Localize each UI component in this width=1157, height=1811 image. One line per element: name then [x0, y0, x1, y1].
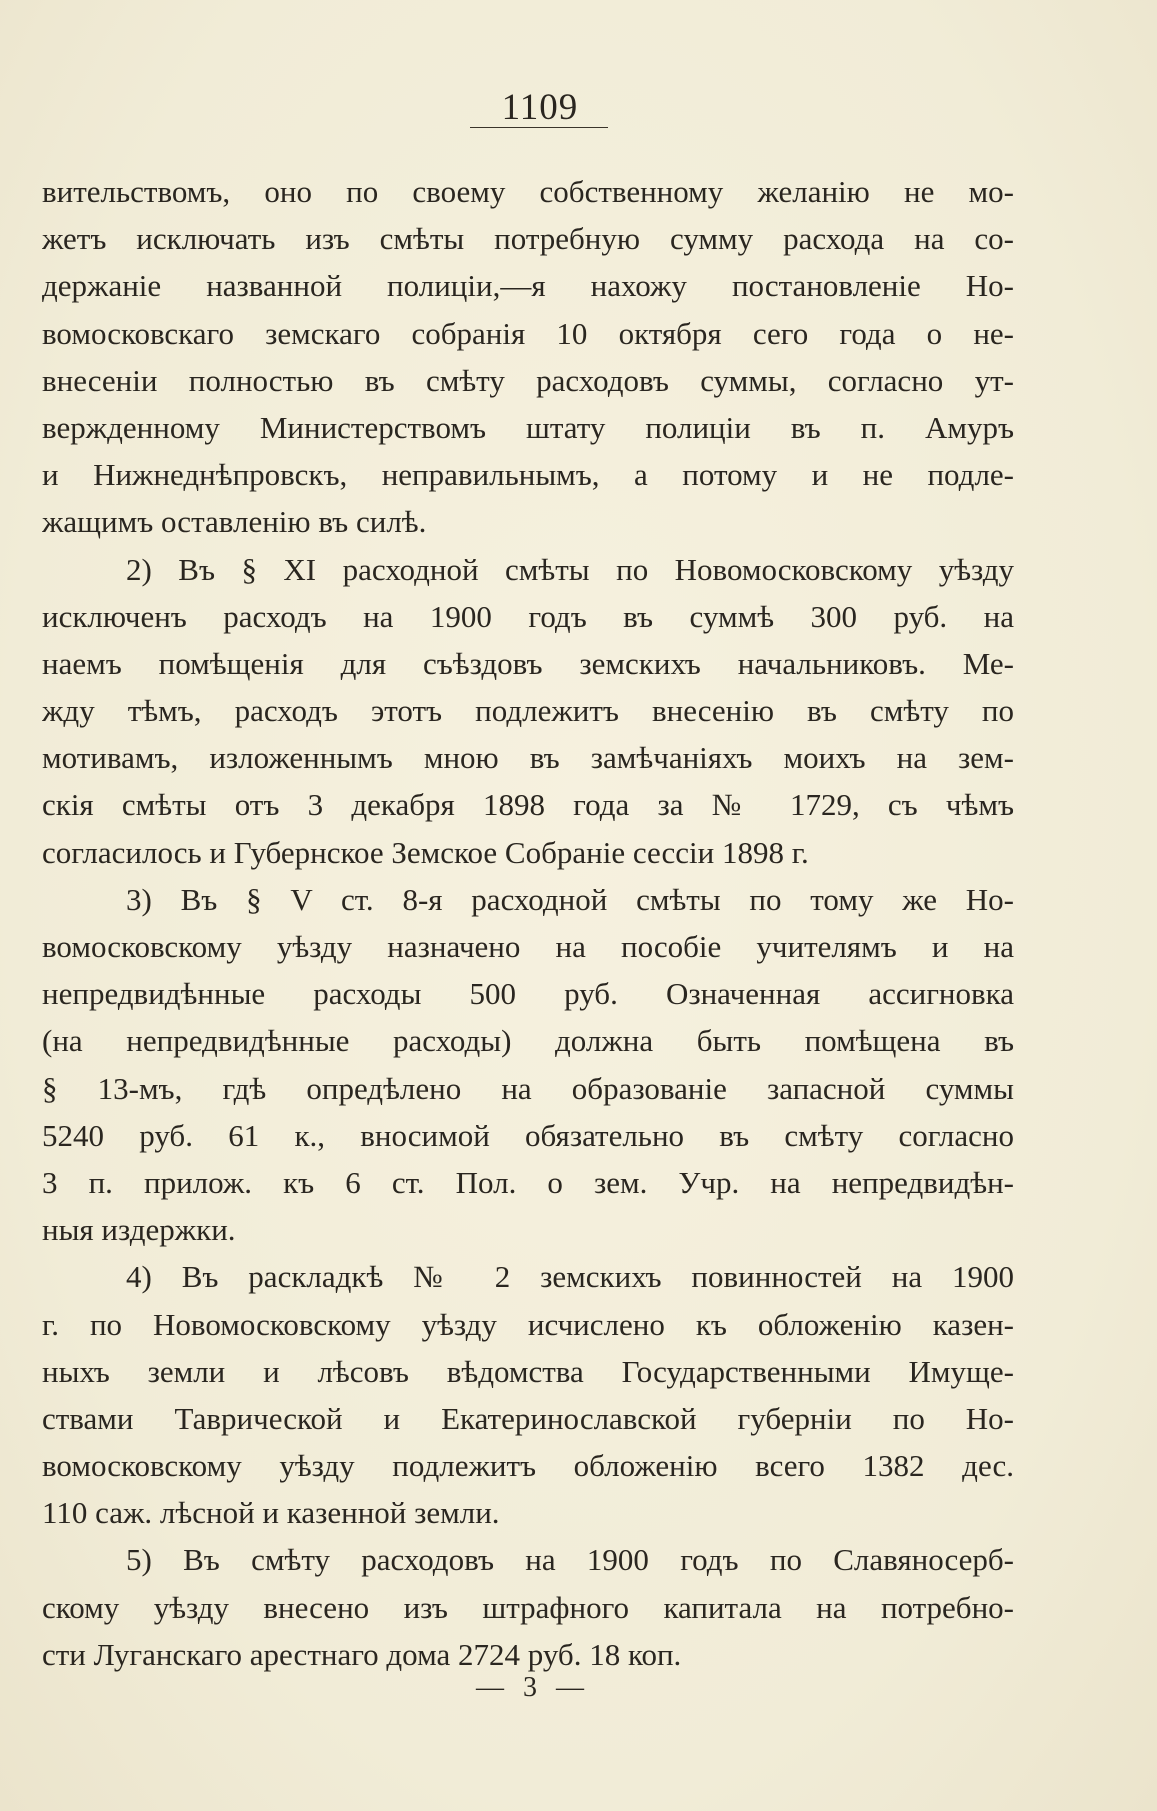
text-line: наемъ помѣщенія для съѣздовъ земскихъ начальниковъ. Ме- [42, 645, 1014, 681]
text-line: скія смѣты отъ 3 декабря 1898 года за № 1729, съ чѣмъ [42, 787, 1014, 823]
text-line: держаніе названной полиціи,—я нахожу постановленіе Но- [42, 268, 1014, 304]
text-line: 3 п. прилож. къ 6 ст. Пол. о зем. Учр. на непредвидѣн- [42, 1164, 1014, 1200]
text-line: вержденному Министерствомъ штату полиціи въ п. Амуръ [42, 409, 1014, 445]
text-line: исключенъ расходъ на 1900 годъ въ суммѣ 300 руб. на [42, 598, 1014, 634]
body-text [42, 168, 1014, 1678]
text-line: вительствомъ, оно по своему собственному желанію не мо- [42, 174, 1014, 209]
text-line: жду тѣмъ, расходъ этотъ подлежитъ внесенію въ смѣту по [42, 693, 1014, 729]
text-line: 5240 руб. 61 к., вносимой обязательно въ смѣту согласно [42, 1117, 1014, 1153]
paragraph-4-start: 4) Въ раскладкѣ № 2 земскихъ повинностей на 1900 [126, 1259, 1014, 1295]
text-line: внесеніи полностью въ смѣту расходовъ суммы, согласно ут- [42, 362, 1014, 398]
sheet-signature: — 3 — [476, 1672, 584, 1703]
text-line: и Нижнеднѣпровскъ, неправильнымъ, а потому и не подле- [42, 457, 1014, 493]
text-line: скому уѣзду внесено изъ штрафного капитала на потребно- [42, 1589, 1014, 1625]
text-line: мотивамъ, изложеннымъ мною въ замѣчаніяхъ моихъ на зем- [42, 740, 1014, 776]
paragraph-2-start: 2) Въ § XI расходной смѣты по Новомосковскому уѣзду [126, 551, 1014, 587]
paragraph-3-start: 3) Въ § V ст. 8-я расходной смѣты по тому же Но- [126, 881, 1014, 917]
text-line: г. по Новомосковскому уѣзду исчислено къ обложенію казен- [42, 1306, 1014, 1342]
text-line: ныхъ земли и лѣсовъ вѣдомства Государственными Имуще- [42, 1353, 1014, 1389]
text-line: ствами Таврической и Екатеринославской губерніи по Но- [42, 1400, 1014, 1436]
page-number: 1109 [501, 87, 579, 128]
text-line: ныя издержки. [42, 1212, 236, 1248]
text-line: сти Луганскаго арестнаго дома 2724 руб. 18 коп. [42, 1636, 682, 1672]
text-line: § 13-мъ, гдѣ опредѣлено на образованіе запасной суммы [42, 1070, 1014, 1106]
text-line: 110 саж. лѣсной и казенной земли. [42, 1495, 500, 1531]
header-rule [470, 127, 608, 128]
text-line: непредвидѣнные расходы 500 руб. Означенная ассигновка [42, 976, 1014, 1012]
paragraph-5-start: 5) Въ смѣту расходовъ на 1900 годъ по Славяносерб- [126, 1542, 1014, 1578]
text-line: вомосковскому уѣзду подлежитъ обложенію всего 1382 дес. [42, 1448, 1014, 1484]
text-line: согласилось и Губернское Земское Собраніе сессіи 1898 г. [42, 834, 809, 870]
text-line: (на непредвидѣнные расходы) должна быть помѣщена въ [42, 1023, 1014, 1059]
text-line: вомосковскаго земскаго собранія 10 октября сего года о не- [42, 315, 1014, 351]
text-line: жащимъ оставленію въ силѣ. [42, 504, 427, 540]
text-line: вомосковскому уѣзду назначено на пособіе учителямъ и на [42, 929, 1014, 964]
text-line: жетъ исключать изъ смѣты потребную сумму расхода на со- [42, 221, 1014, 257]
